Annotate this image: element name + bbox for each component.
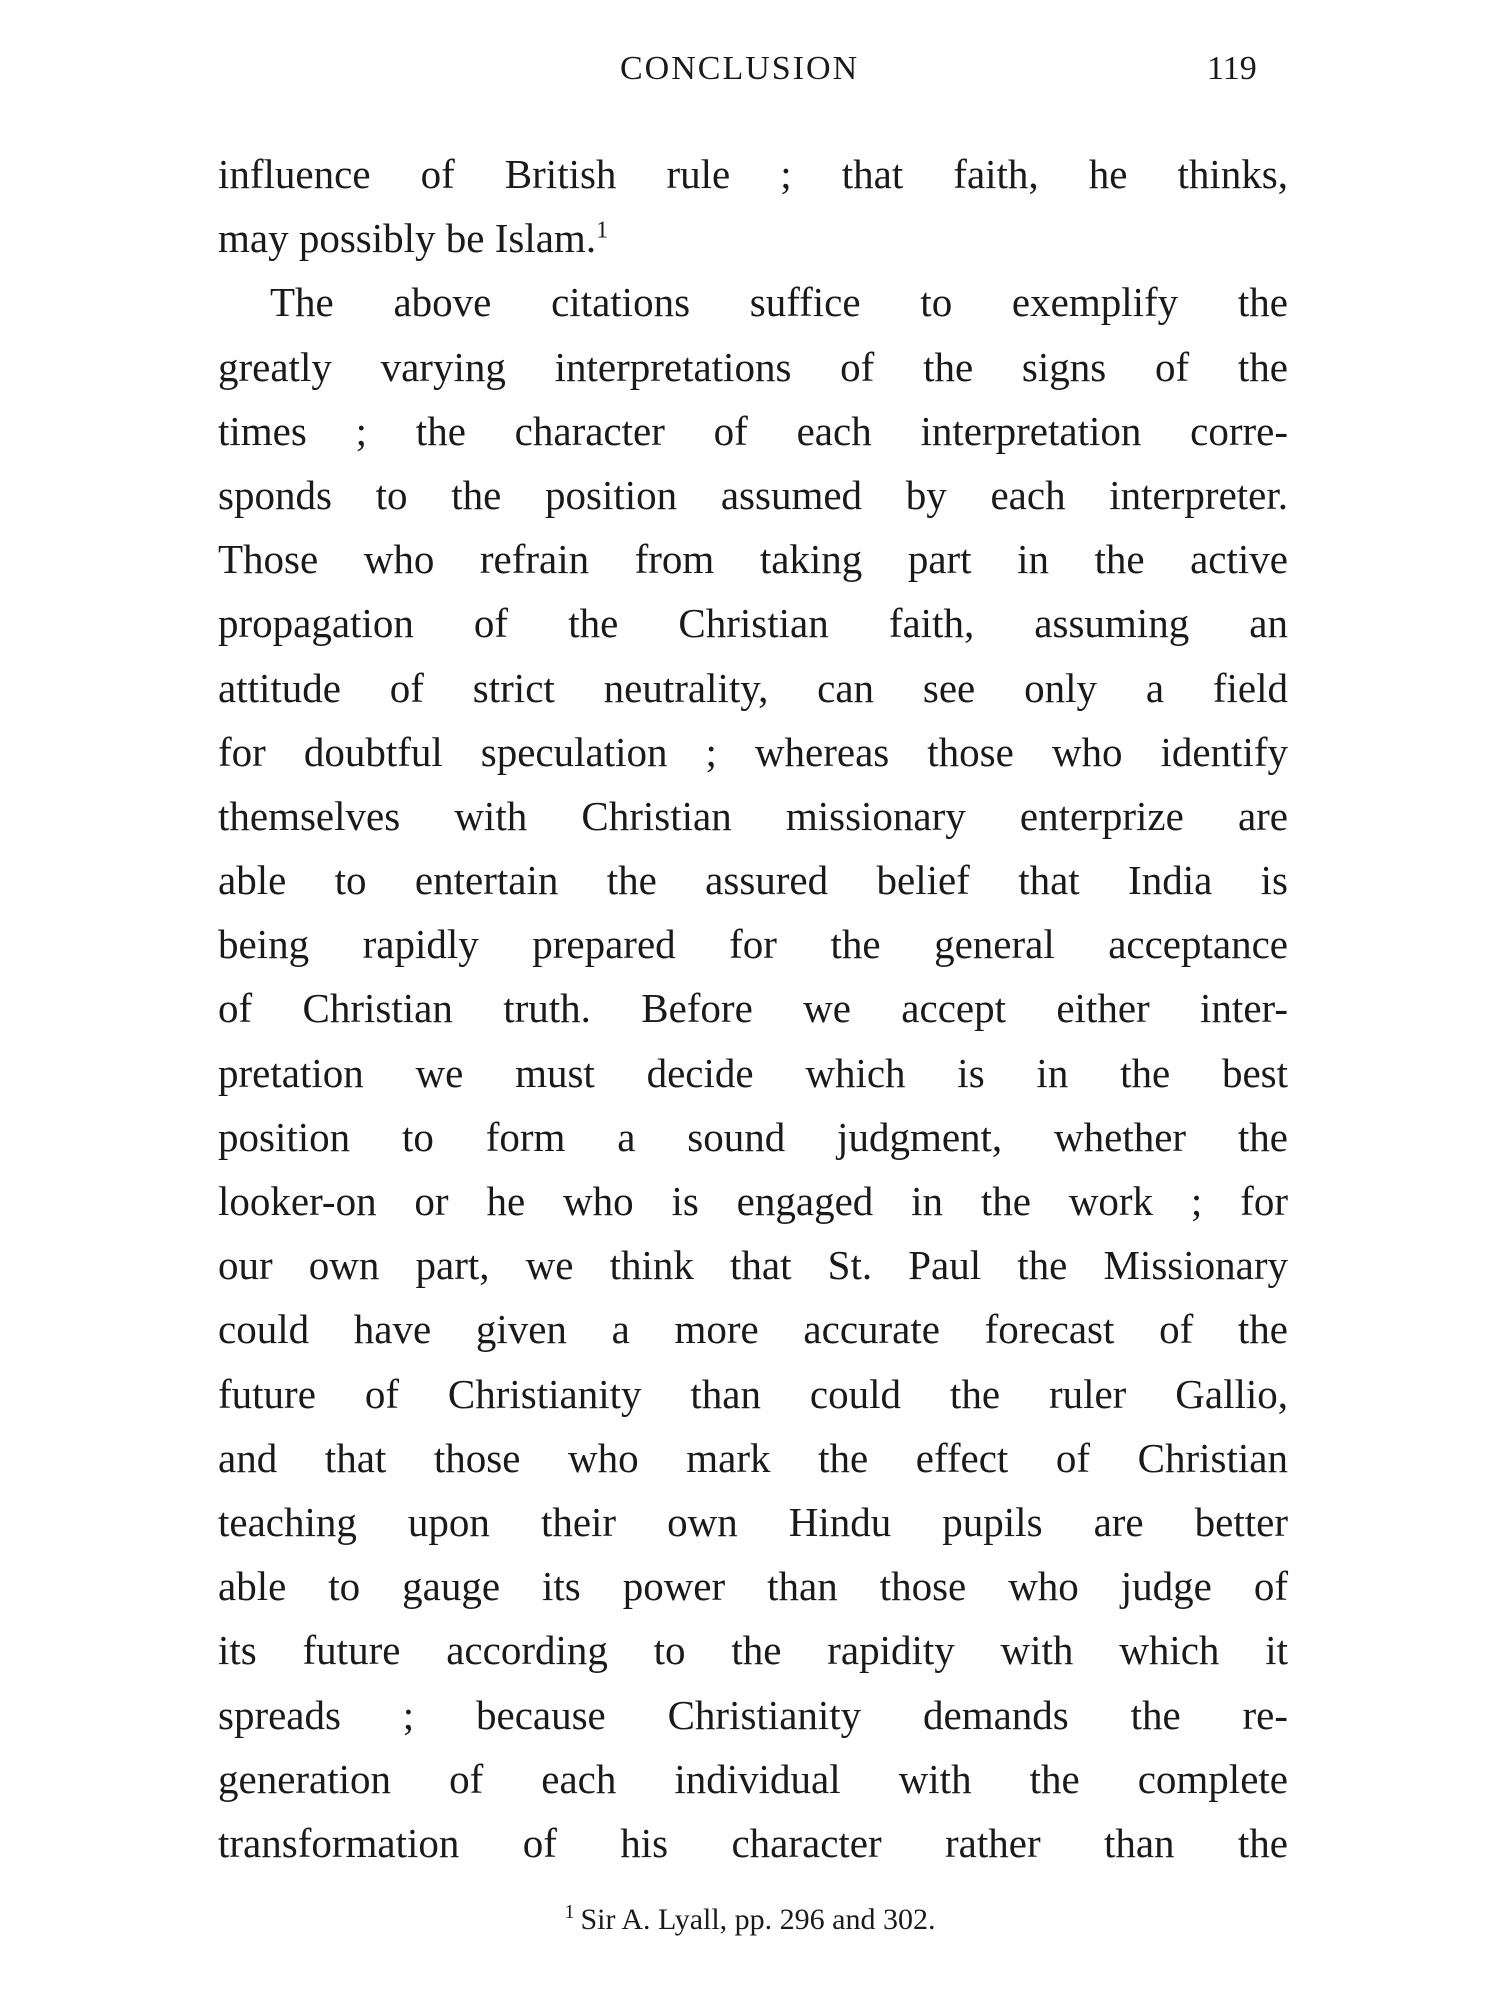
- text-line: generation of each individual with the complete: [218, 1755, 1288, 1802]
- page-number: 119: [1207, 50, 1257, 87]
- running-head: [0, 44, 1500, 94]
- text-line: future of Christianity than could the ruler Gallio,: [218, 1370, 1288, 1417]
- text-line: of Christian truth. Before we accept either inter-: [218, 985, 1288, 1032]
- text-line: greatly varying interpretations of the signs of the: [218, 343, 1288, 390]
- text-line: propagation of the Christian faith, assuming an: [218, 600, 1288, 647]
- text-line: for doubtful speculation ; whereas those who identify: [218, 728, 1288, 775]
- text-line: sponds to the position assumed by each interpreter.: [218, 471, 1288, 518]
- footnote-mark: 1: [564, 1901, 575, 1923]
- text-line: influence of British rule ; that faith, he thinks,: [218, 151, 1288, 197]
- text-line: [218, 206, 1288, 270]
- text-line: position to form a sound judgment, whether the: [218, 1113, 1288, 1160]
- body-text: [218, 142, 1288, 1875]
- text-line-content: may possibly be Islam.: [218, 215, 597, 262]
- text-line: Those who refrain from taking part in the active: [218, 536, 1288, 583]
- text-line: The above citations suffice to exemplify the: [270, 279, 1288, 326]
- text-line: could have given a more accurate forecast of the: [218, 1306, 1288, 1353]
- footnote: [0, 1900, 1500, 1940]
- text-line: its future according to the rapidity with which it: [218, 1627, 1288, 1674]
- text-line: spreads ; because Christianity demands the re-: [218, 1691, 1288, 1738]
- footnote-text: Sir A. Lyall, pp. 296 and 302.: [580, 1903, 936, 1936]
- text-line: transformation of his character rather than the: [218, 1819, 1288, 1866]
- text-line: our own part, we think that St. Paul the Missionary: [218, 1242, 1288, 1289]
- text-line: teaching upon their own Hindu pupils are better: [218, 1498, 1288, 1545]
- text-line: themselves with Christian missionary enterprize are: [218, 792, 1288, 839]
- text-line: pretation we must decide which is in the best: [218, 1049, 1288, 1096]
- text-line: looker-on or he who is engaged in the work ; for: [218, 1178, 1288, 1224]
- text-line: able to entertain the assured belief that India is: [218, 857, 1288, 904]
- chapter-title: CONCLUSION: [620, 50, 860, 87]
- text-line: able to gauge its power than those who judge of: [218, 1563, 1288, 1610]
- text-line: being rapidly prepared for the general acceptance: [218, 921, 1288, 968]
- text-line: times ; the character of each interpretation corre-: [218, 407, 1288, 454]
- text-line: and that those who mark the effect of Christian: [218, 1434, 1288, 1481]
- text-line: attitude of strict neutrality, can see only a field: [218, 664, 1288, 711]
- footnote-reference: 1: [596, 217, 609, 244]
